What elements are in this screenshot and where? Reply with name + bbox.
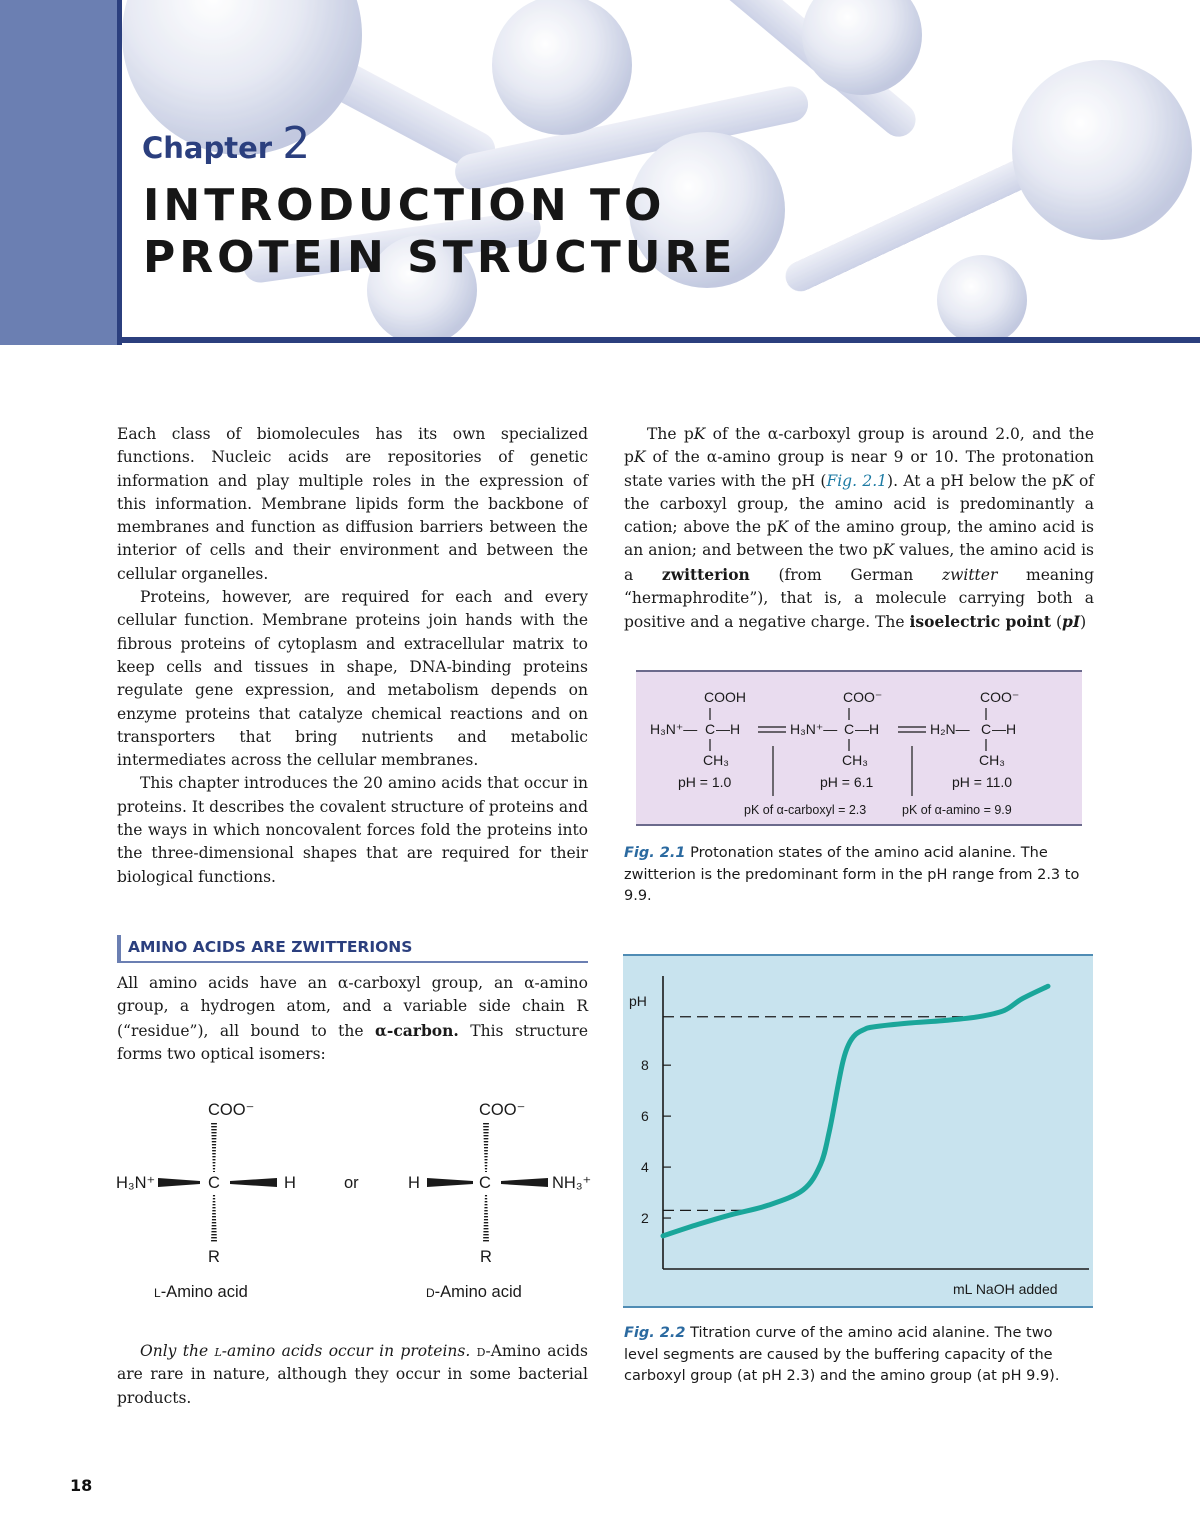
y-tick-label: 6 [641, 1108, 649, 1125]
intro-text [117, 423, 588, 889]
chapter-word: Chapter [142, 131, 273, 165]
or-label: or [344, 1174, 359, 1192]
header-side-band [0, 0, 122, 345]
paragraph-pk: The pK of the α-carboxyl group is around 2.0, and the pK of the α-amino group is near 9 or 10. The protonation state varies with the pH (Fig. 2.1). At a pH below the pK of the carboxyl group, the amino acid is predominantly a cation; above the pK of the amino group, the amino acid is an anion; and between the two pK values, the amino acid is a zwitterion (from German zwitter meaning “hermaphrodite”), that is, a molecule carrying both a positive and a negative charge. The isoelectric point (pI) [624, 425, 1095, 632]
amino-acid-paragraph [117, 972, 588, 1066]
chapter-title-line-2: PROTEIN STRUCTURE [143, 232, 737, 283]
paragraph-5: Only the l-amino acids occur in proteins. d-Amino acids are rare in nature, although they occur in some bacterial products. [117, 1342, 588, 1407]
header-bottom-rule [117, 337, 1200, 343]
equilibrium-arrow-1 [758, 727, 786, 796]
pk-paragraph [624, 423, 1094, 635]
y-tick-label: 2 [641, 1210, 649, 1227]
form3-bottom: CH₃ [979, 752, 1005, 768]
x-axis-label: mL NaOH added [953, 1281, 1058, 1297]
closing-paragraph [117, 1340, 588, 1410]
l-isomer-center: C [208, 1174, 220, 1192]
form3-top: COO⁻ [980, 689, 1020, 705]
form2-right: —H [855, 721, 880, 737]
equilibrium-arrow-2 [898, 727, 926, 796]
fig-2-2-caption-text: Titration curve of the amino acid alanine. The two level segments are caused by the buffering capacity of the carboxyl group (at pH 2.3) and the amino group (at pH 9.9). [624, 1325, 1060, 1384]
paragraph-3: This chapter introduces the 20 amino acids that occur in proteins. It describes the covalent structure of proteins and the ways in which noncovalent forces fold the proteins into the three-dimensional shapes that are required for their biological functions. [117, 774, 588, 886]
l-isomer-right: H [284, 1174, 296, 1192]
form1-center: C [705, 721, 716, 737]
y-axis-label: pH [629, 993, 647, 1009]
form2-center: C [844, 721, 855, 737]
y-tick-label: 4 [641, 1159, 649, 1176]
fig-2-1-link[interactable]: Fig. 2.1 [826, 471, 888, 490]
fig-2-1-caption-text: Protonation states of the amino acid alanine. The zwitterion is the predominant form in the pH range from 2.3 to 9.9. [624, 845, 1080, 904]
chapter-title [143, 180, 736, 284]
form2-ph: pH = 6.1 [820, 774, 874, 790]
d-isomer-center: C [479, 1174, 491, 1192]
fig-2-2-caption [624, 1323, 1084, 1388]
d-isomer-top: COO⁻ [479, 1101, 526, 1119]
chapter-number: 2 [282, 118, 311, 169]
form2-left: H₃N⁺— [790, 721, 838, 737]
d-isomer [408, 1101, 591, 1301]
anion-form [930, 689, 1019, 790]
pk-amino-label: pK of α-amino = 9.9 [902, 803, 1012, 817]
chapter-label [142, 118, 310, 169]
l-isomer-left: H₃N⁺ [116, 1174, 156, 1192]
optical-isomers-figure [112, 1090, 592, 1305]
titration-chart [623, 956, 1093, 1306]
l-isomer [116, 1101, 296, 1301]
form1-left: H₃N⁺— [650, 721, 698, 737]
page-number: 18 [70, 1476, 93, 1495]
paragraph-2: Proteins, however, are required for each and every cellular function. Membrane proteins join hands with the fibrous proteins of cytoplasm and extracellular matrix to keep cells and tissues in shape, DNA-binding proteins regulate gene expression, and metabolism depends on enzyme proteins that catalyze chemical reactions and on transporters that bring nutrients and metabolic intermediates across the cellular membranes. [117, 588, 588, 770]
l-isomer-bottom: R [208, 1248, 220, 1266]
cation-form [650, 689, 746, 790]
figure-2-2 [623, 954, 1093, 1308]
l-isomer-top: COO⁻ [208, 1101, 255, 1119]
form1-right: —H [716, 721, 741, 737]
d-isomer-bottom: R [480, 1248, 492, 1266]
fig-2-1-caption [624, 843, 1084, 908]
l-isomer-label: l-Amino acid [154, 1283, 248, 1301]
d-isomer-label: d-Amino acid [426, 1283, 522, 1301]
form3-center: C [981, 721, 992, 737]
section-heading: AMINO ACIDS ARE ZWITTERIONS [117, 935, 588, 963]
form1-ph: pH = 1.0 [678, 774, 732, 790]
form2-top: COO⁻ [843, 689, 883, 705]
paragraph-1: Each class of biomolecules has its own specialized functions. Nucleic acids are repositories of genetic information and play multiple roles in the expression of this information. Membrane lipids form the backbone of membranes and function as diffusion barriers between the interior of cells and their environment and between the cellular organelles. [117, 425, 588, 583]
protonation-states-diagram [636, 672, 1082, 824]
form3-left: H₂N— [930, 721, 970, 737]
form1-top: COOH [704, 689, 746, 705]
form3-right: —H [992, 721, 1017, 737]
alpha-carbon-term: α-carbon. [374, 1020, 459, 1040]
chapter-header [0, 0, 1200, 345]
form1-bottom: CH₃ [703, 752, 729, 768]
form3-ph: pH = 11.0 [952, 774, 1013, 790]
fig-2-1-caption-label: Fig. 2.1 [624, 845, 686, 861]
pk-carboxyl-label: pK of α-carboxyl = 2.3 [744, 803, 867, 817]
form2-bottom: CH₃ [842, 752, 868, 768]
chapter-title-line-1: INTRODUCTION TO [143, 180, 666, 231]
titration-curve [663, 986, 1048, 1236]
d-isomer-right: NH₃⁺ [552, 1174, 592, 1192]
fig-2-2-caption-label: Fig. 2.2 [624, 1325, 686, 1341]
paragraph-4: All amino acids have an α-carboxyl group, an α-amino group, a hydrogen atom, and a variable side chain R (“residue”), all bound to the α-carbon. This structure forms two optical isomers: [117, 974, 588, 1063]
d-isomer-left: H [408, 1174, 420, 1192]
y-tick-label: 8 [641, 1057, 649, 1074]
figure-2-1 [636, 670, 1082, 826]
header-vertical-rule [117, 0, 122, 345]
zwitterion-form [790, 689, 882, 790]
